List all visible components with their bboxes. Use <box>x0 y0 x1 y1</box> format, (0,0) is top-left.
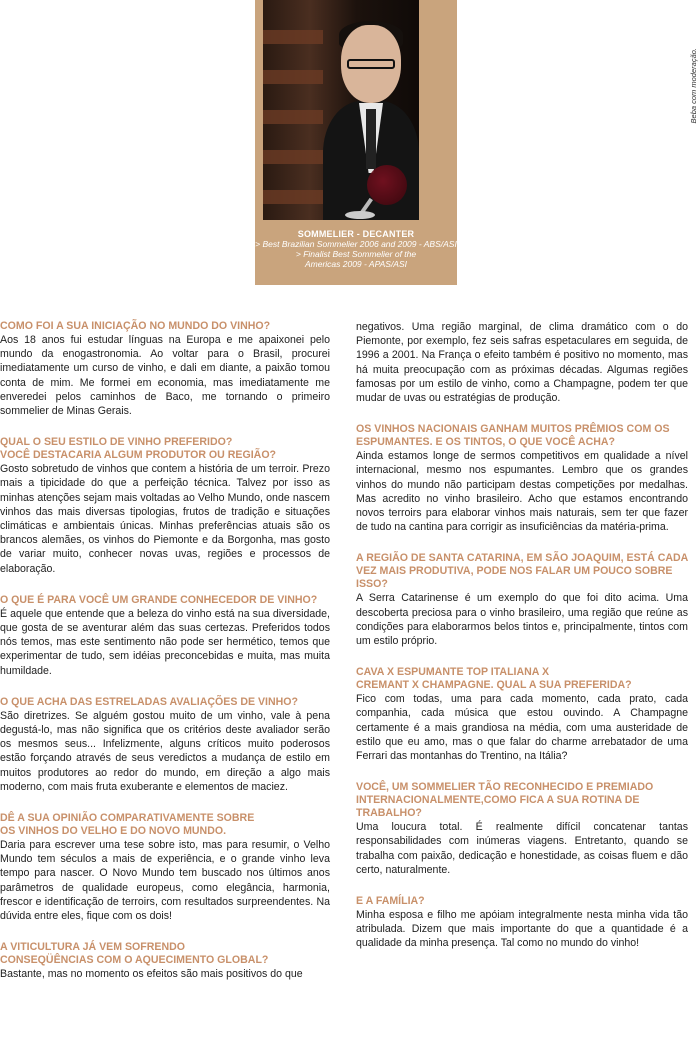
answer: A Serra Catarinense é um exemplo do que foi dito acima. Uma descoberta preciosa para o vinho brasileiro, uma região que reúne as condições para elaborarmos belos tintos e, principalmente, tintos com um estilo próprio. <box>356 592 688 648</box>
left-column <box>0 320 330 992</box>
answer: Ainda estamos longe de sermos competitivos em qualidade a nível internacional, mesmo nos espumantes. Lembro que os grandes vinhos do mundo não participam destas competições por medalhas. Mas acredito no vinho brasileiro. Acho que estamos encontrando novos terroirs para elaborar vinhos mais naturais, sem ter que fazer de tudo na cantina para corrigir as insuficiências da matéria-prima. <box>356 450 688 534</box>
answer: Uma loucura total. É realmente difícil concatenar tantas responsabilidades com inúmeras viagens. Entretanto, quando se trabalha com paixão, dedicação e honestidade, as coisas fluem e dão certo, naturalmente. <box>356 821 688 876</box>
question: A VITICULTURA JÁ VEM SOFRENDO <box>0 941 186 954</box>
qa-block <box>356 895 688 951</box>
sommelier-photo <box>263 0 419 220</box>
question: O QUE ACHA DAS ESTRELADAS AVALIAÇÕES DE VINHO? <box>0 695 299 708</box>
question: VOCÊ DESTACARIA ALGUM PRODUTOR OU REGIÃO? <box>0 449 277 462</box>
qa-block <box>0 436 330 576</box>
question: QUAL O SEU ESTILO DE VINHO PREFERIDO? <box>0 436 233 449</box>
qa-block <box>0 320 330 418</box>
question: OS VINHOS DO VELHO E DO NOVO MUNDO. <box>0 825 227 838</box>
profile-caption <box>255 229 457 269</box>
profile-award-3: Americas 2009 - APAS/ASI <box>304 259 408 269</box>
answer: Bastante, mas no momento os efeitos são mais positivos do que <box>0 968 303 981</box>
profile-title: SOMMELIER - DECANTER <box>297 229 415 239</box>
question: CONSEQÜÊNCIAS COM O AQUECIMENTO GLOBAL? <box>0 954 269 967</box>
qa-block <box>356 423 688 534</box>
qa-block <box>0 812 330 923</box>
question: CREMANT X CHAMPAGNE. QUAL A SUA PREFERIDA? <box>356 679 632 692</box>
answer: São diretrizes. Se alguém gostou muito de um vinho, vale à pena degustá-lo, mas não significa que os critérios deste avaliador serão os mesmos seus... Infelizmente, alguns críticos muito poderosos estão forçando através de seus veredictos a mudança de estilo em muitos produtores ao redor do mundo, em direção a algo mais moderno, com mais fruta exuberante e elementos de maciez. <box>0 709 330 793</box>
question: OS VINHOS NACIONAIS GANHAM MUITOS PRÊMIOS COM OS ESPUMANTES. E OS TINTOS, O QUE VOCÊ ACHA? <box>356 423 670 449</box>
profile-award-1: > Best Brazilian Sommelier 2006 and 2009 - ABS/ASI <box>255 239 457 249</box>
question: A REGIÃO DE SANTA CATARINA, EM SÃO JOAQUIM, ESTÁ CADA VEZ MAIS PRODUTIVA, PODE NOS FALAR UM POUCO SOBRE ISSO? <box>356 552 688 591</box>
qa-block <box>356 552 688 648</box>
question: O QUE É PARA VOCÊ UM GRANDE CONHECEDOR DE VINHO? <box>0 593 318 606</box>
question: DÊ A SUA OPINIÃO COMPARATIVAMENTE SOBRE <box>0 812 255 825</box>
qa-block <box>356 781 688 877</box>
answer: negativos. Uma região marginal, de clima dramático com o do Piemonte, por exemplo, fez seis safras espetaculares em seguida, de 1996 a 2001. Na França o efeito também é positivo no momento, mas há muita preocupação com as próximas décadas. Algumas regiões famosas por um estilo de vinho, como a Champagne, podem ter que mudar de uvas ou estratégias de produção. <box>356 321 688 405</box>
qa-block <box>356 320 688 405</box>
answer: Fico com todas, uma para cada momento, cada prato, cada companhia, cada música que estou ouvindo. A Champagne certamente é a mais grandiosa na média, com uma austeridade de estilo que eu amo, mas o que falar do charme arrebatador de uma Ferrari das montanhas do Trentino, na Itália? <box>356 693 688 763</box>
question: CAVA X ESPUMANTE TOP ITALIANA X <box>356 666 550 679</box>
profile-card <box>255 0 457 285</box>
answer: É aquele que entende que a beleza do vinho está na sua diversidade, que gosta de se aventurar além das suas certezas. Preferidos todos nós temos, mas este sentimento não pode ser hermético, temos que experimentar de tudo, sem idéias preconcebidas e muita, mas muita humildade. <box>0 607 330 677</box>
answer: Minha esposa e filho me apóiam integralmente nesta minha vida tão atribulada. Dizem que mais importante do que a quantidade é a qualidade da minha presença. Tal como no mundo do vinho! <box>356 909 688 950</box>
question: VOCÊ, UM SOMMELIER TÃO RECONHECIDO E PREMIADO INTERNACIONALMENTE,COMO FICA A SUA ROTINA DE TRABALHO? <box>356 781 654 820</box>
question: E A FAMÍLIA? <box>356 895 425 908</box>
qa-block <box>0 941 330 981</box>
right-column <box>356 320 688 961</box>
answer: Daria para escrever uma tese sobre isto, mas para resumir, o Velho Mundo tem séculos a mais de experiência, e o grande vinho leva tempo para nascer. O Novo Mundo tem buscado nos últimos anos parâmetros de qualidade europeus, como elegância, harmonia, frescor e identificação de terroirs, com resultados surpreendentes. Na dúvida entre eles, fique com os dois! <box>0 839 330 923</box>
qa-block <box>0 696 330 794</box>
answer: Aos 18 anos fui estudar línguas na Europa e me apaixonei pelo mundo da enogastronomia. Ao voltar para o Brasil, procurei imediatamente um curso de vinho, e dali em diante, a paixão tomou conta de mim. Me formei em economia, mas imediatamente me enveredei pelos caminhos de Baco, me tornando o primeiro sommelier de Minas Gerais. <box>0 334 330 418</box>
question: COMO FOI A SUA INICIAÇÃO NO MUNDO DO VINHO? <box>0 320 271 332</box>
profile-award-2: > Finalist Best Sommelier of the <box>295 249 417 259</box>
answer: Gosto sobretudo de vinhos que contem a história de um terroir. Prezo mais a tipicidade do que a perfeição técnica. Talvez por isso as minhas atenções sejam mais voltadas ao Velho Mundo, onde nascem vinhos das mais diversas tipologias, frutos de tradição e situações climáticas e ambientais únicas. Minhas preferências atuais são os brancos alemães, os vinhos do Piemonte e da Borgonha, mas gosto de variar muito, conhecer novas uvas, regiões e processos de elaboração. <box>0 463 330 575</box>
qa-block <box>0 594 330 678</box>
moderation-note: Beba com moderação. <box>689 48 698 124</box>
qa-block <box>356 666 688 763</box>
